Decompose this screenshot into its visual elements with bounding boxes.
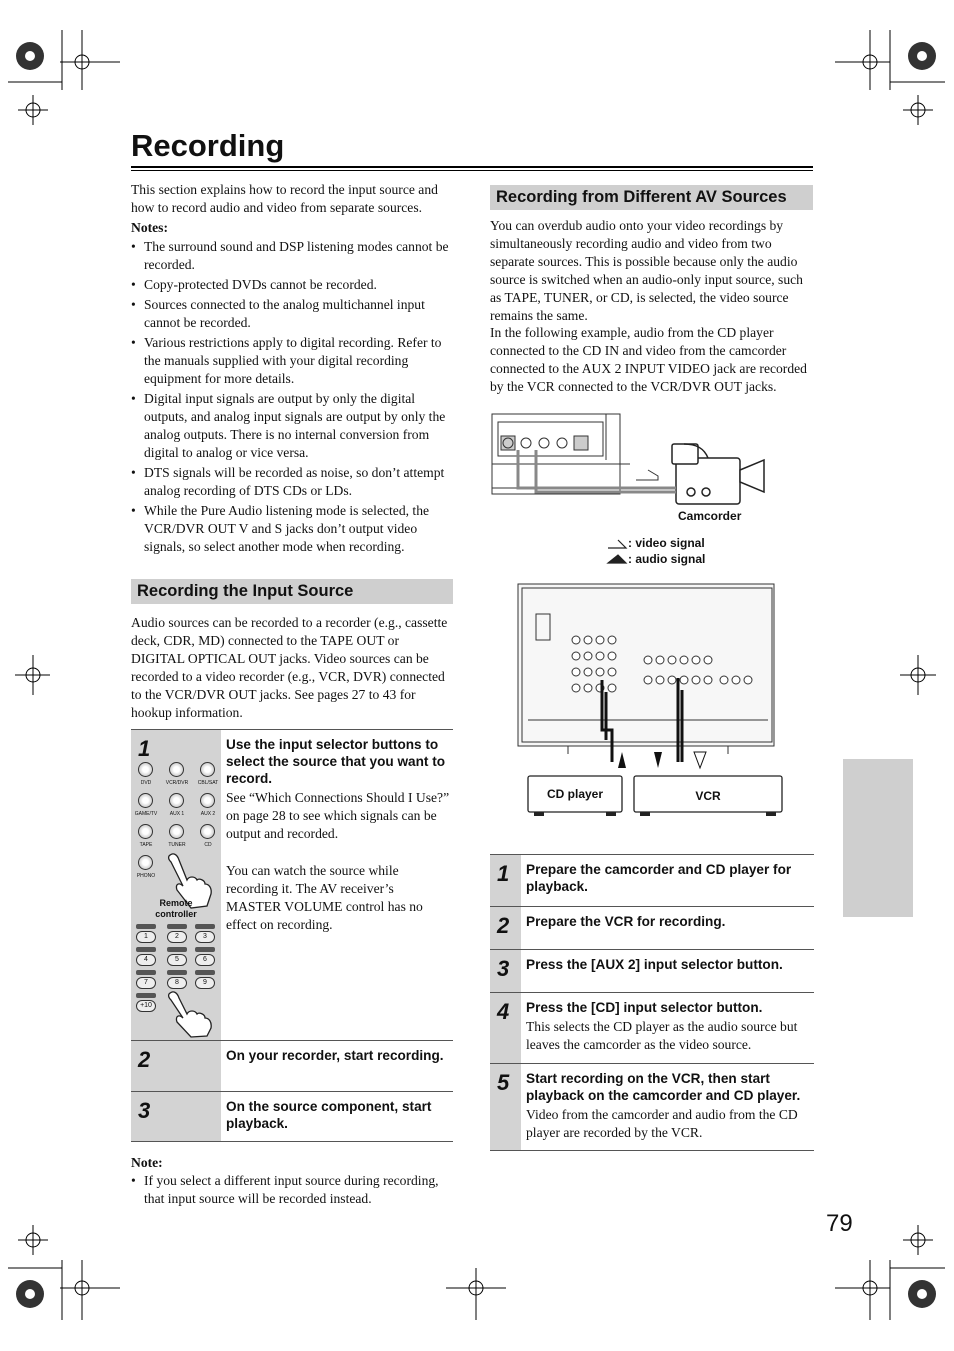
keypad-button: 6 [195, 954, 215, 966]
note-item: • If you select a different input source during recording, that input source will be recorded instead. [131, 1172, 455, 1208]
step-row [490, 1063, 814, 1151]
keypad-tag [167, 947, 187, 952]
remote-button-phono [138, 855, 153, 870]
step-row [131, 729, 453, 1041]
step-number: 1 [497, 861, 510, 886]
keypad-tag [167, 970, 187, 975]
remote-button-tuner [169, 824, 184, 839]
step-number: 2 [138, 1047, 151, 1072]
remote-label: AUX 1 [169, 811, 185, 817]
step-body [226, 1047, 448, 1064]
input-source-text: Audio sources can be recorded to a recorder (e.g., cassette deck, CDR, MD) connected to the TAPE OUT or DIGITAL OPTICAL OUT jacks. Video sources can be recorded to a video recorder (e.g., VCR, DVR) connected to the VCR/DVR OUT jacks. See pages 27 to 43 for hookup information. [131, 615, 448, 720]
remote-button-aux1 [169, 793, 184, 808]
step-number-cell [490, 855, 521, 906]
keypad-button: +10 [136, 1000, 156, 1012]
page-number: 79 [826, 1210, 853, 1237]
keypad-button: 2 [167, 931, 187, 943]
step-body [226, 1098, 448, 1132]
step-number-cell [490, 1064, 521, 1150]
note-item: • Various restrictions apply to digital recording. Refer to the manuals supplied with your digital recording equipment for more details. [131, 334, 455, 388]
step-title: Press the [CD] input selector button. [526, 1000, 763, 1015]
step-row [131, 1040, 453, 1091]
step-text: See “Which Connections Should I Use?” on page 28 to see which signals can be output and recorded. [226, 790, 450, 841]
remote-button-dvd [138, 762, 153, 777]
remote-button-cd [200, 824, 215, 839]
step-row [490, 854, 814, 906]
remote-label: CBL/SAT [197, 780, 219, 786]
keypad-tag [167, 924, 187, 929]
chapter-tab [843, 759, 913, 917]
legend-audio-signal: : audio signal [628, 552, 706, 566]
step-row [490, 949, 814, 992]
av-sources-para1: You can overdub audio onto your video recordings by simultaneously recording audio and video from two separate sources. This is possible because only the audio source is switched when an audio-only input source, such as TAPE, TUNER, or CD, is selected, the video source remains the same. [490, 218, 803, 323]
step-body [526, 861, 812, 895]
keypad-button: 4 [136, 954, 156, 966]
step-title: On the source component, start playback. [226, 1099, 432, 1131]
keypad-tag [136, 993, 156, 998]
step-number: 1 [138, 736, 151, 761]
title-rule-thin [131, 170, 813, 171]
section-heading-input-source: Recording the Input Source [131, 579, 453, 604]
keypad-button: 7 [136, 977, 156, 989]
title-rule [131, 166, 813, 168]
note-heading: Note: [131, 1155, 163, 1170]
keypad-tag [195, 947, 215, 952]
remote-button-aux2 [200, 793, 215, 808]
step-number-cell [490, 950, 521, 992]
note-item: • While the Pure Audio listening mode is selected, the VCR/DVR OUT V and S jacks don’t output video signals, so select another mode when recording. [131, 502, 455, 556]
step-title: Use the input selector buttons to select the source that you want to record. [226, 737, 446, 786]
av-sources-para2: In the following example, audio from the CD player connected to the CD IN and video from the camcorder connected to the AUX 2 INPUT VIDEO jack are recorded by the VCR connected to the VCR/DVR OUT jacks. [490, 325, 807, 394]
remote-label: DVD [140, 780, 152, 786]
keypad-button: 3 [195, 931, 215, 943]
camcorder-icon [672, 444, 764, 504]
remote-button-tape [138, 824, 153, 839]
step-body [226, 736, 452, 934]
remote-label: TAPE [139, 842, 153, 848]
keypad-tag [136, 947, 156, 952]
step-row [490, 906, 814, 949]
keypad-button: 9 [195, 977, 215, 989]
remote-label: PHONO [136, 873, 156, 879]
notes-heading: Notes: [131, 220, 168, 235]
step-body [526, 956, 812, 973]
step-title: Press the [AUX 2] input selector button. [526, 957, 783, 972]
remote-label: AUX 2 [200, 811, 216, 817]
keypad-button: 8 [167, 977, 187, 989]
vcr-label: VCR [695, 789, 721, 803]
note-item: • Copy-protected DVDs cannot be recorded. [131, 276, 455, 294]
legend-video-signal: : video signal [628, 536, 705, 550]
remote-button-vcr-dvr [169, 762, 184, 777]
section-heading-av-sources: Recording from Different AV Sources [490, 185, 813, 210]
camcorder-label: Camcorder [678, 509, 742, 523]
step-row [490, 992, 814, 1063]
step-body [526, 1070, 812, 1142]
note-item: • Digital input signals are output by only the digital outputs, and analog input signals are output by only the analog outputs. There is no internal conversion from digital to analog or vice versa. [131, 390, 455, 462]
step-row [131, 1091, 453, 1142]
step-number-cell [490, 907, 521, 949]
keypad-tag [195, 924, 215, 929]
remote-label: GAME/TV [134, 811, 158, 817]
pointing-hand-icon [165, 990, 215, 1038]
step-title: Prepare the camcorder and CD player for playback. [526, 862, 792, 894]
keypad-tag [136, 924, 156, 929]
remote-button-cbl-sat [200, 762, 215, 777]
step-title: Start recording on the VCR, then start playback on the camcorder and CD player. [526, 1071, 801, 1103]
step-text: This selects the CD player as the audio source but leaves the camcorder as the video source. [526, 1019, 798, 1052]
step-number-cell [131, 1041, 221, 1091]
note-list [131, 1172, 455, 1210]
keypad-tag [136, 970, 156, 975]
step-title: Prepare the VCR for recording. [526, 914, 726, 929]
notes-list [131, 238, 455, 558]
keypad-button: 5 [167, 954, 187, 966]
step-text: Video from the camcorder and audio from the CD player are recorded by the VCR. [526, 1107, 798, 1140]
remote-caption: Remote controller [155, 898, 197, 919]
step-number: 3 [497, 956, 510, 981]
note-item: • The surround sound and DSP listening modes cannot be recorded. [131, 238, 455, 274]
step-text: You can watch the source while recording it. The AV receiver’s MASTER VOLUME control has no effect on recording. [226, 863, 423, 932]
page-title: Recording [131, 128, 285, 163]
connection-diagram [488, 400, 788, 820]
step-number-cell [131, 1092, 221, 1141]
step-body [526, 913, 812, 930]
keypad-tag [195, 970, 215, 975]
step-number: 2 [497, 913, 510, 938]
remote-label: TUNER [168, 842, 186, 848]
remote-label: CD [204, 842, 212, 848]
intro-text: This section explains how to record the input source and how to record audio and video from separate sources. [131, 182, 438, 215]
step-number: 4 [497, 999, 510, 1024]
remote-controller-illustration [131, 758, 221, 1038]
step-title: On your recorder, start recording. [226, 1048, 444, 1063]
cd-player-label: CD player [546, 787, 604, 801]
note-item: • Sources connected to the analog multichannel input cannot be recorded. [131, 296, 455, 332]
step-number: 5 [497, 1070, 510, 1095]
keypad-button: 1 [136, 931, 156, 943]
step-body [526, 999, 812, 1054]
remote-label: VCR/DVR [165, 780, 189, 786]
step-number-cell [490, 993, 521, 1063]
step-number: 3 [138, 1098, 151, 1123]
remote-button-game-tv [138, 793, 153, 808]
note-item: • DTS signals will be recorded as noise, so don’t attempt analog recording of DTS CDs or LDs. [131, 464, 455, 500]
